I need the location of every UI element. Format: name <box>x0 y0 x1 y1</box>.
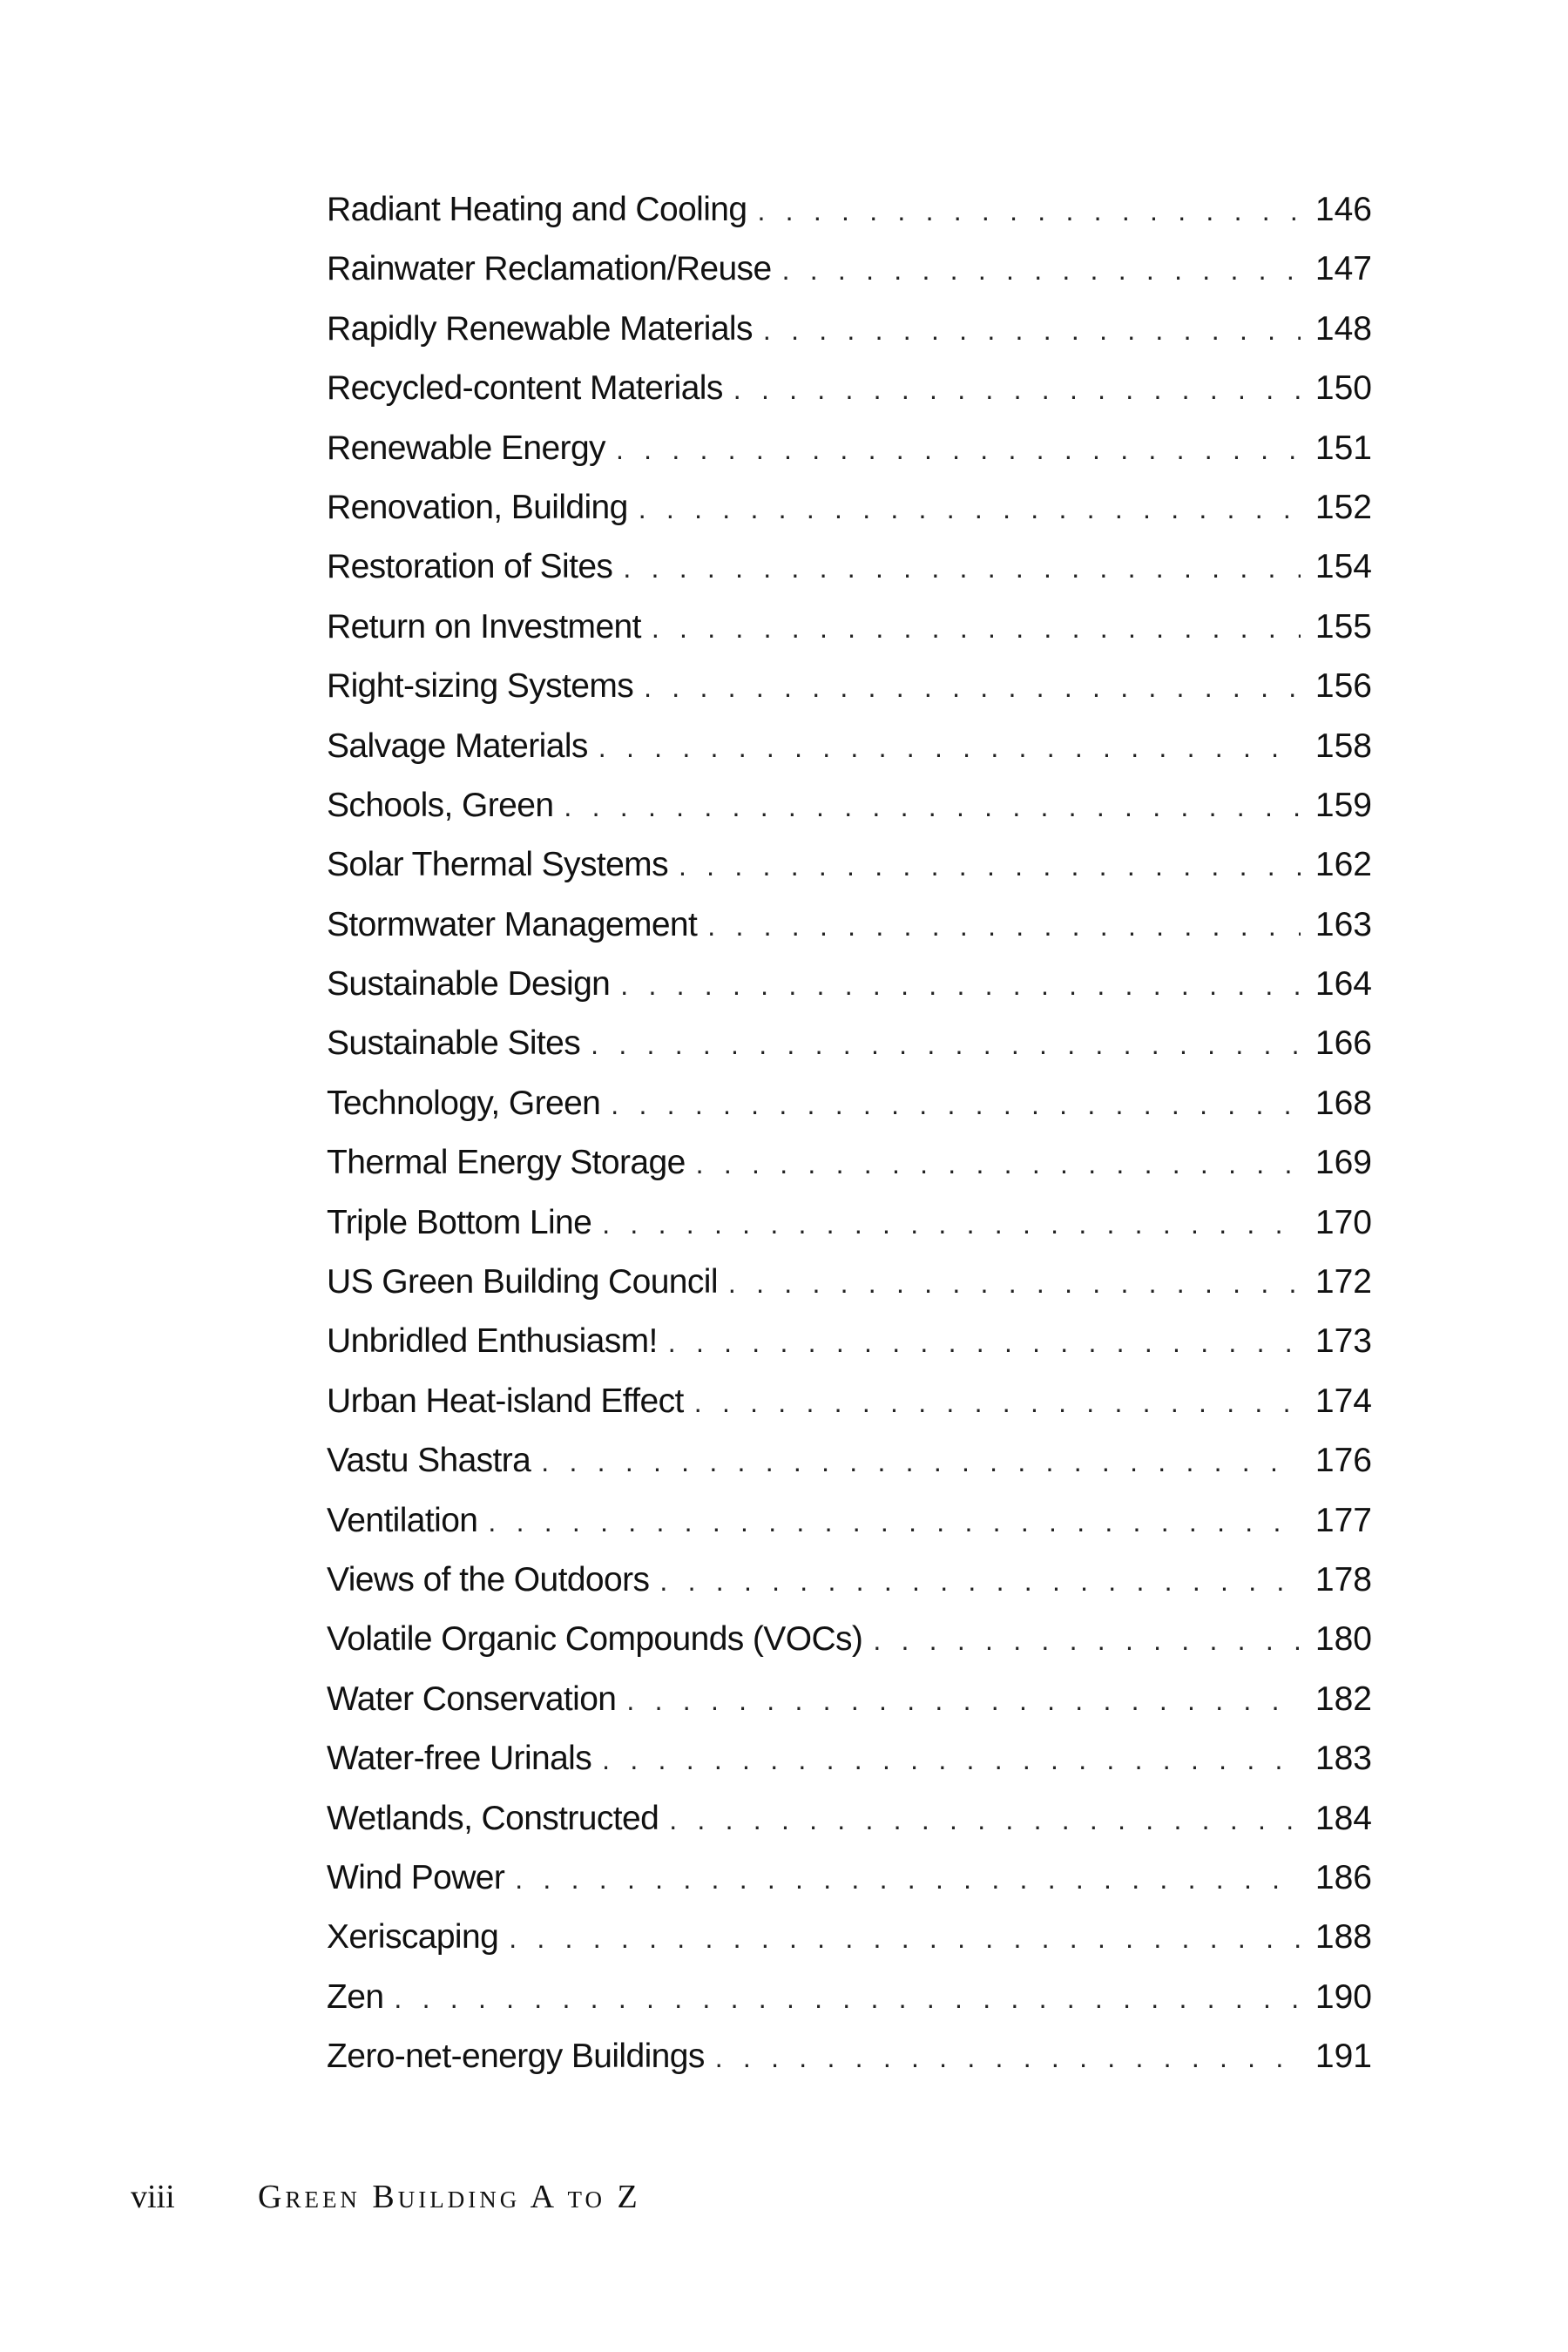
toc-entry-title: Views of the Outdoors <box>327 1560 650 1598</box>
toc-entry <box>327 548 1372 607</box>
toc-entry-title: Sustainable Design <box>327 965 611 1004</box>
toc-entry <box>327 191 1372 250</box>
toc-entry-title: Vastu Shastra <box>327 1442 531 1480</box>
toc-dot-leader <box>602 1744 1301 1776</box>
toc-entry-page: 163 <box>1315 905 1372 943</box>
toc-entry-page: 191 <box>1315 2038 1372 2076</box>
toc-entry-page: 162 <box>1315 846 1372 884</box>
toc-dot-leader <box>623 552 1301 585</box>
toc-entry <box>327 1144 1372 1203</box>
toc-entry <box>327 1918 1372 1977</box>
toc-entry-page: 156 <box>1315 667 1372 706</box>
toc-dot-leader <box>873 1625 1301 1657</box>
page-footer <box>131 2178 915 2227</box>
toc-entry-title: Restoration of Sites <box>327 548 613 586</box>
toc-entry <box>327 1859 1372 1918</box>
toc-dot-leader <box>679 850 1301 882</box>
toc-entry <box>327 1740 1372 1799</box>
toc-entry-title: Volatile Organic Compounds (VOCs) <box>327 1620 863 1659</box>
toc-entry-title: Radiant Heating and Cooling <box>327 191 747 228</box>
toc-entry-page: 169 <box>1315 1144 1372 1182</box>
toc-entry <box>327 1978 1372 2038</box>
running-title: Green Building A to Z <box>258 2179 641 2215</box>
toc-entry-page: 168 <box>1315 1084 1372 1122</box>
toc-dot-leader <box>707 910 1301 943</box>
toc-entry-page: 148 <box>1315 309 1372 348</box>
toc-entry <box>327 1680 1372 1740</box>
toc-entry-page: 183 <box>1315 1740 1372 1778</box>
toc-entry-title: Stormwater Management <box>327 905 698 943</box>
toc-dot-leader <box>611 1089 1301 1121</box>
toc-entry-page: 154 <box>1315 548 1372 586</box>
toc-entry-title: Thermal Energy Storage <box>327 1144 686 1182</box>
toc-dot-leader <box>728 1267 1301 1300</box>
toc-dot-leader <box>757 195 1301 227</box>
toc-entry-title: Salvage Materials <box>327 727 588 765</box>
toc-entry-page: 186 <box>1315 1858 1372 1896</box>
toc-entry-page: 182 <box>1315 1680 1372 1718</box>
toc-entry-title: Recycled-content Materials <box>327 369 723 408</box>
toc-dot-leader <box>564 791 1301 823</box>
toc-entry-title: Zen <box>327 1977 384 2016</box>
toc-entry <box>327 429 1372 489</box>
toc-entry-title: Technology, Green <box>327 1084 601 1122</box>
toc-entry-page: 173 <box>1315 1322 1372 1361</box>
toc-entry <box>327 250 1372 309</box>
toc-entry <box>327 1620 1372 1680</box>
toc-entry <box>327 1442 1372 1501</box>
toc-entry <box>327 369 1372 429</box>
toc-entry-page: 178 <box>1315 1560 1372 1598</box>
toc-entry <box>327 906 1372 965</box>
toc-entry-title: Schools, Green <box>327 786 554 824</box>
toc-entry <box>327 1800 1372 1859</box>
toc-entry-title: Sustainable Sites <box>327 1024 581 1063</box>
toc-dot-leader <box>639 493 1301 525</box>
toc-entry-page: 172 <box>1315 1263 1372 1301</box>
toc-entry <box>327 667 1372 727</box>
toc-dot-leader <box>763 314 1301 347</box>
toc-entry-title: Rainwater Reclamation/Reuse <box>327 250 772 288</box>
toc-entry-title: Ventilation <box>327 1501 478 1539</box>
toc-dot-leader <box>616 434 1301 466</box>
toc-entry-page: 146 <box>1315 191 1372 228</box>
toc-entry <box>327 1204 1372 1263</box>
toc-entry-page: 147 <box>1315 250 1372 288</box>
toc-dot-leader <box>644 672 1301 704</box>
toc-entry <box>327 1561 1372 1620</box>
toc-dot-leader <box>515 1863 1301 1896</box>
toc-entry-title: Water-free Urinals <box>327 1740 592 1778</box>
toc-entry-title: Renewable Energy <box>327 429 605 467</box>
toc-entry-page: 176 <box>1315 1442 1372 1480</box>
toc-entry-page: 166 <box>1315 1024 1372 1063</box>
toc-entry-title: Unbridled Enthusiasm! <box>327 1322 658 1361</box>
toc-entry <box>327 1263 1372 1322</box>
toc-dot-leader <box>598 732 1301 764</box>
toc-dot-leader <box>659 1565 1301 1598</box>
toc-entry-title: Wetlands, Constructed <box>327 1799 659 1837</box>
table-of-contents <box>327 191 1372 2098</box>
toc-entry-page: 159 <box>1315 786 1372 824</box>
toc-dot-leader <box>626 1685 1301 1717</box>
toc-entry-page: 180 <box>1315 1620 1372 1659</box>
toc-entry <box>327 1085 1372 1144</box>
toc-dot-leader <box>696 1148 1301 1180</box>
toc-entry-page: 164 <box>1315 965 1372 1004</box>
toc-entry-title: Wind Power <box>327 1858 505 1896</box>
toc-entry-page: 188 <box>1315 1918 1372 1957</box>
toc-entry <box>327 1382 1372 1442</box>
toc-entry <box>327 1024 1372 1084</box>
toc-entry <box>327 846 1372 905</box>
toc-dot-leader <box>782 254 1301 287</box>
page-number: viii <box>131 2179 175 2215</box>
toc-entry-page: 190 <box>1315 1977 1372 2016</box>
toc-entry <box>327 1322 1372 1382</box>
toc-entry-title: Zero-net-energy Buildings <box>327 2038 705 2076</box>
toc-entry-title: Solar Thermal Systems <box>327 846 668 884</box>
toc-entry-title: Water Conservation <box>327 1680 617 1718</box>
toc-entry-page: 184 <box>1315 1799 1372 1837</box>
toc-entry <box>327 787 1372 846</box>
toc-dot-leader <box>668 1327 1301 1359</box>
toc-entry <box>327 965 1372 1024</box>
toc-dot-leader <box>669 1804 1301 1836</box>
toc-entry-title: Renovation, Building <box>327 488 628 526</box>
toc-entry-title: Triple Bottom Line <box>327 1203 592 1241</box>
toc-entry-title: US Green Building Council <box>327 1263 718 1301</box>
toc-entry-title: Rapidly Renewable Materials <box>327 309 753 348</box>
toc-entry-title: Right-sizing Systems <box>327 667 634 706</box>
toc-entry <box>327 489 1372 548</box>
toc-entry-page: 177 <box>1315 1501 1372 1539</box>
toc-dot-leader <box>652 612 1301 645</box>
toc-dot-leader <box>541 1446 1301 1478</box>
toc-entry-title: Urban Heat-island Effect <box>327 1382 684 1420</box>
toc-entry-page: 170 <box>1315 1203 1372 1241</box>
toc-entry-page: 155 <box>1315 607 1372 645</box>
toc-dot-leader <box>591 1029 1301 1061</box>
toc-entry <box>327 2038 1372 2097</box>
toc-dot-leader <box>694 1387 1301 1419</box>
toc-dot-leader <box>620 970 1301 1002</box>
toc-entry-title: Return on Investment <box>327 607 641 645</box>
toc-dot-leader <box>602 1208 1301 1240</box>
toc-entry <box>327 608 1372 667</box>
toc-entry-page: 150 <box>1315 369 1372 408</box>
toc-dot-leader <box>488 1506 1301 1538</box>
toc-dot-leader <box>509 1923 1301 1955</box>
toc-dot-leader <box>733 374 1301 406</box>
toc-dot-leader <box>715 2042 1301 2074</box>
toc-entry <box>327 310 1372 369</box>
toc-entry-page: 158 <box>1315 727 1372 765</box>
toc-entry-title: Xeriscaping <box>327 1918 499 1957</box>
toc-entry-page: 151 <box>1315 429 1372 467</box>
toc-entry <box>327 1502 1372 1561</box>
toc-entry <box>327 727 1372 787</box>
toc-dot-leader <box>394 1983 1301 2015</box>
toc-entry-page: 174 <box>1315 1382 1372 1420</box>
toc-entry-page: 152 <box>1315 488 1372 526</box>
